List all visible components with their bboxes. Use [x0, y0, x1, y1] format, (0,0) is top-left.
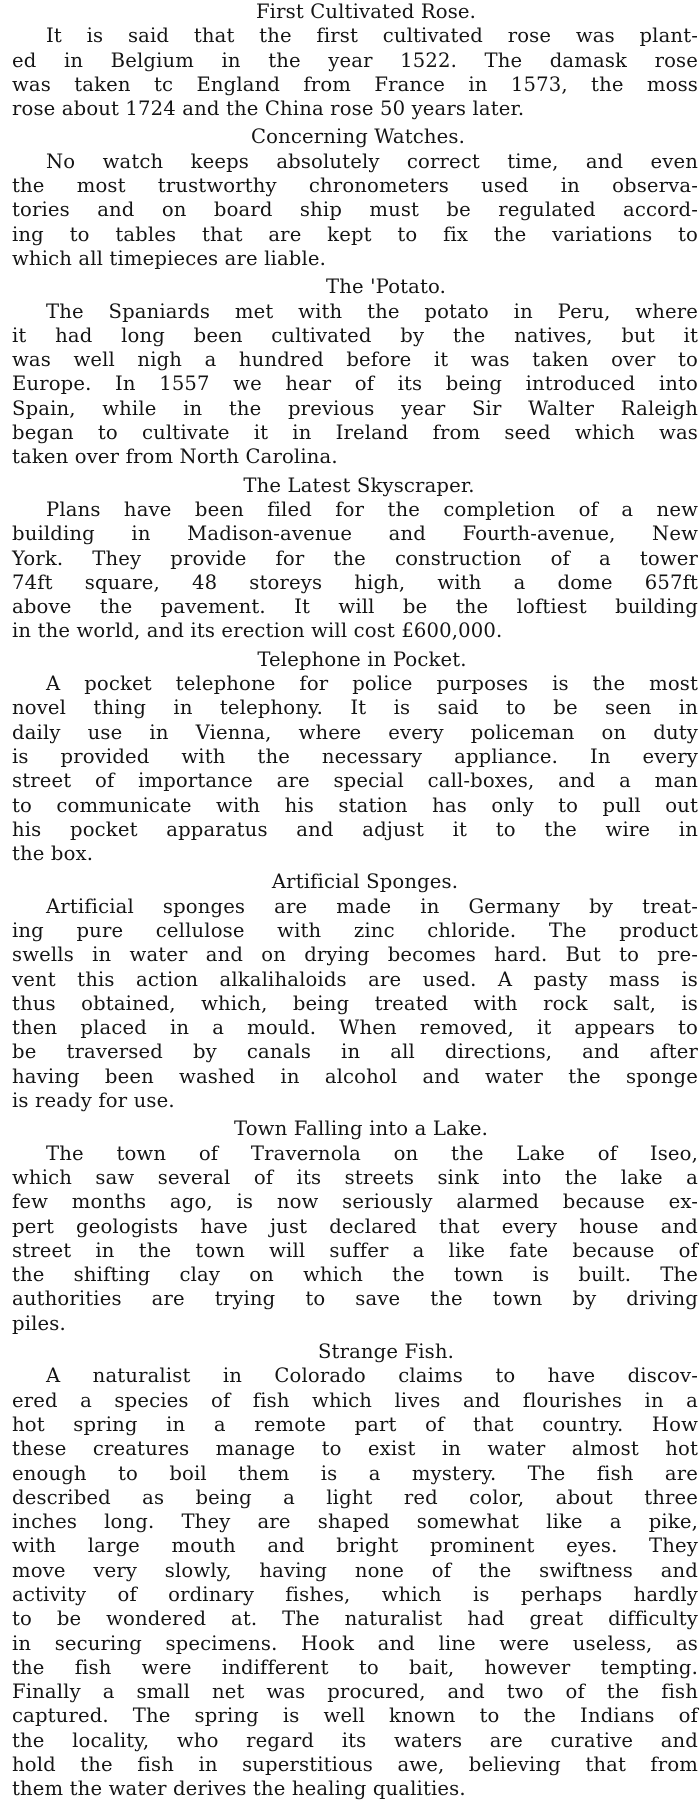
text-line: inches long. They are shaped somewhat like a pike,	[12, 1510, 698, 1534]
text-line: authorities are trying to save the town by driving	[12, 1287, 698, 1311]
text-line: which all timepieces are liable.	[12, 246, 327, 270]
text-line: ered a species of fish which lives and flourishes in a	[12, 1388, 698, 1412]
text-line: the fish were indifferent to bait, however tempting.	[12, 1655, 698, 1679]
text-line: the locality, who regard its waters are curative and	[12, 1728, 698, 1752]
article-concerning-watches	[12, 125, 698, 271]
text-line: captured. The spring is well known to the Indians of	[12, 1704, 698, 1728]
text-line: Plans have been filed for the completion of a new	[46, 497, 698, 521]
headline: The 'Potato.	[326, 275, 446, 299]
text-line: ed in Belgium in the year 1522. The damask rose	[12, 48, 698, 72]
text-line: began to cultivate it in Ireland from seed which was	[12, 421, 698, 445]
text-line: taken over from North Carolina.	[12, 445, 338, 469]
text-line: move very slowly, having none of the swiftness and	[12, 1558, 698, 1582]
text-line: rose about 1724 and the China rose 50 years later.	[12, 97, 525, 121]
newspaper-column	[12, 0, 698, 1802]
text-line: the shifting clay on which the town is built. The	[12, 1263, 698, 1287]
text-line: then placed in a mould. When removed, it appears to	[12, 1016, 698, 1040]
text-line: daily use in Vienna, where every policeman on duty	[12, 720, 698, 744]
text-line: tories and on board ship must be regulated accord-	[12, 198, 698, 222]
text-line: which saw several of its streets sink into the lake a	[12, 1165, 698, 1189]
text-line: be traversed by canals in all directions, and after	[12, 1040, 698, 1064]
text-line: it had long been cultivated by the natives, but it	[12, 323, 698, 347]
text-line: 74ft square, 48 storeys high, with a dome 657ft	[12, 570, 698, 594]
headline: Telephone in Pocket.	[257, 647, 467, 671]
text-line: them the water derives the healing qualities.	[12, 1777, 466, 1801]
text-line: to be wondered at. The naturalist had great difficulty	[12, 1607, 698, 1631]
headline: The Latest Skyscraper.	[243, 473, 475, 497]
headline: Town Falling into a Lake.	[234, 1117, 488, 1141]
article-telephone-in-pocket	[12, 648, 698, 867]
text-line: Europe. In 1557 we hear of its being introduced into	[12, 372, 698, 396]
text-line: York. They provide for the construction of a tower	[12, 546, 698, 570]
text-line: Spain, while in the previous year Sir Walter Raleigh	[12, 396, 698, 420]
text-line: activity of ordinary fishes, which is perhaps hardly	[12, 1583, 698, 1606]
article-town-falling-into-lake	[12, 1117, 698, 1336]
text-line: Artificial sponges are made in Germany by treat-	[46, 894, 698, 918]
text-line: The town of Travernola on the Lake of Iseo,	[46, 1141, 698, 1165]
text-line: vent this action alkalihaloids are used. A pasty mass is	[12, 967, 698, 991]
text-line: ing pure cellulose with zinc chloride. The product	[12, 918, 698, 942]
text-line: ing to tables that are kept to fix the variations to	[12, 222, 698, 246]
text-line: with large mouth and bright prominent eyes. They	[12, 1534, 698, 1558]
text-line: having been washed in alcohol and water the sponge	[12, 1064, 698, 1088]
text-line: piles.	[12, 1311, 66, 1335]
text-line: hold the fish in superstitious awe, believing that from	[12, 1753, 698, 1777]
text-line: the box.	[12, 842, 94, 866]
text-line: building in Madison-avenue and Fourth-avenue, New	[12, 522, 698, 546]
text-line: hot spring in a remote part of that country. How	[12, 1412, 698, 1436]
article-artificial-sponges	[12, 870, 698, 1113]
headline: Strange Fish.	[317, 1340, 455, 1364]
article-latest-skyscraper	[12, 474, 698, 644]
text-line: A naturalist in Colorado claims to have discov-	[46, 1364, 698, 1388]
text-line: Finally a small net was procured, and two of the fish	[12, 1680, 698, 1704]
headline: Artificial Sponges.	[271, 870, 459, 894]
text-line: thus obtained, which, being treated with rock salt, is	[12, 991, 698, 1015]
text-line: pert geologists have just declared that every house and	[12, 1214, 698, 1238]
text-line: these creatures manage to exist in water almost hot	[12, 1437, 698, 1461]
article-strange-fish	[12, 1340, 698, 1802]
text-line: No watch keeps absolutely correct time, and even	[46, 149, 698, 173]
text-line: the most trustworthy chronometers used in observa-	[12, 174, 698, 198]
text-line: street of importance are special call-boxes, and a man	[12, 769, 698, 793]
text-line: enough to boil them is a mystery. The fish are	[12, 1461, 698, 1485]
text-line: is provided with the necessary appliance. In every	[12, 744, 698, 768]
headline: Concerning Watches.	[251, 125, 465, 149]
text-line: his pocket apparatus and adjust it to the wire in	[12, 817, 698, 841]
text-line: in securing specimens. Hook and line were useless, as	[12, 1631, 698, 1655]
text-line: street in the town will suffer a like fate because of	[12, 1238, 698, 1262]
text-line: described as being a light red color, about three	[12, 1485, 698, 1509]
article-the-potato	[12, 275, 698, 469]
text-line: was well nigh a hundred before it was taken over to	[12, 348, 698, 372]
article-first-cultivated-rose	[12, 0, 698, 121]
text-line: few months ago, is now seriously alarmed because ex-	[12, 1190, 698, 1214]
text-line: in the world, and its erection will cost £600,000.	[12, 619, 503, 643]
text-line: swells in water and on drying becomes hard. But to pre-	[12, 943, 698, 967]
text-line: above the pavement. It will be the loftiest building	[12, 595, 698, 619]
text-line: is ready for use.	[12, 1089, 175, 1113]
text-line: It is said that the first cultivated rose was plant-	[46, 24, 698, 48]
text-line: The Spaniards met with the potato in Peru, where	[46, 299, 698, 323]
text-line: to communicate with his station has only to pull out	[12, 793, 698, 817]
text-line: was taken tc England from France in 1573, the moss	[12, 72, 698, 96]
text-line: novel thing in telephony. It is said to be seen in	[12, 696, 698, 720]
text-line: A pocket telephone for police purposes is the most	[46, 672, 698, 696]
headline: First Cultivated Rose.	[255, 0, 477, 23]
